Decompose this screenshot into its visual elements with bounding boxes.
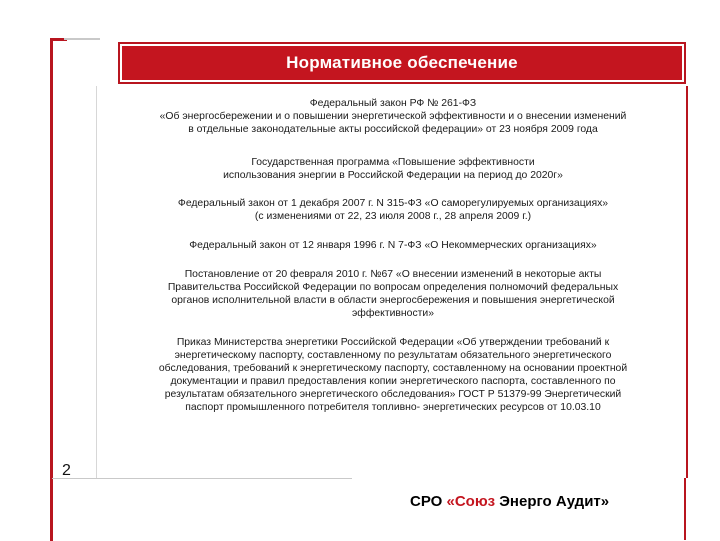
paragraph-decree-67 — [104, 268, 682, 320]
page-number: 2 — [62, 462, 71, 479]
bottom-divider — [52, 478, 352, 479]
footer-rest: Энерго Аудит» — [495, 493, 610, 510]
paragraph-ministry-order — [104, 336, 682, 414]
paragraph-state-program — [104, 156, 682, 182]
paragraph-line: в отдельные законодательные акты российской федерации» от 23 ноября 2009 года — [188, 124, 598, 135]
paragraph-line: обследования, требований к энергетическому паспорту, составленному на основании проектной — [158, 363, 628, 374]
paragraph-line: (с изменениями от 22, 23 июля 2008 г., 28 апреля 2009 г.) — [254, 211, 532, 222]
paragraph-line: органов исполнительной власти в области энергосбережения и повышения энергетической — [171, 295, 615, 306]
paragraph-line: результатам обязательного энергетического обследования» ГОСТ Р 51379-99 Энергетический — [164, 389, 622, 400]
paragraph-line: Правительства Российской Федерации по вопросам определения полномочий федеральных — [167, 282, 619, 293]
paragraph-line: Федеральный закон от 12 января 1996 г. N 7-ФЗ «О Некоммерческих организациях» — [189, 240, 597, 251]
footer-prefix: СРО — [410, 493, 447, 510]
paragraph-line: паспорт промышленного потребителя топливно- энергетических ресурсов от 10.03.10 — [185, 402, 601, 413]
paragraph-line: «Об энергосбережении и о повышении энергетической эффективности и о внесении изменений — [159, 111, 627, 122]
paragraph-line: Приказ Министерства энергетики Российской Федерации «Об утверждении требований к — [176, 337, 610, 348]
paragraph-law-315 — [104, 197, 682, 223]
right-frame-tail — [684, 478, 686, 540]
page-title: Нормативное обеспечение — [122, 46, 682, 80]
paragraph-line: Постановление от 20 февраля 2010 г. №67 «О внесении изменений в некоторые акты — [184, 269, 602, 280]
paragraph-line: Государственная программа «Повышение эффективности — [251, 157, 535, 168]
paragraph-line: документации и правил предоставления копии энергетического паспорта, составленного по — [170, 376, 616, 387]
paragraph-law-261 — [104, 97, 682, 136]
title-bar — [118, 42, 686, 84]
legal-references — [104, 97, 682, 414]
top-gray-line — [64, 38, 100, 480]
paragraph-line: эффективности» — [352, 308, 434, 319]
footer-organization — [410, 493, 609, 510]
paragraph-line: Федеральный закон от 1 декабря 2007 г. N 315-ФЗ «О саморегулируемых организациях» — [177, 198, 609, 209]
paragraph-line: энергетическому паспорту, составленному по результатам обязательного энергетического — [174, 350, 612, 361]
paragraph-line: Федеральный закон РФ № 261-ФЗ — [309, 98, 477, 109]
paragraph-law-7 — [104, 239, 682, 252]
footer-brand: «Союз — [446, 493, 496, 510]
paragraph-line: использования энергии в Российской Федерации на период до 2020г» — [223, 170, 563, 181]
